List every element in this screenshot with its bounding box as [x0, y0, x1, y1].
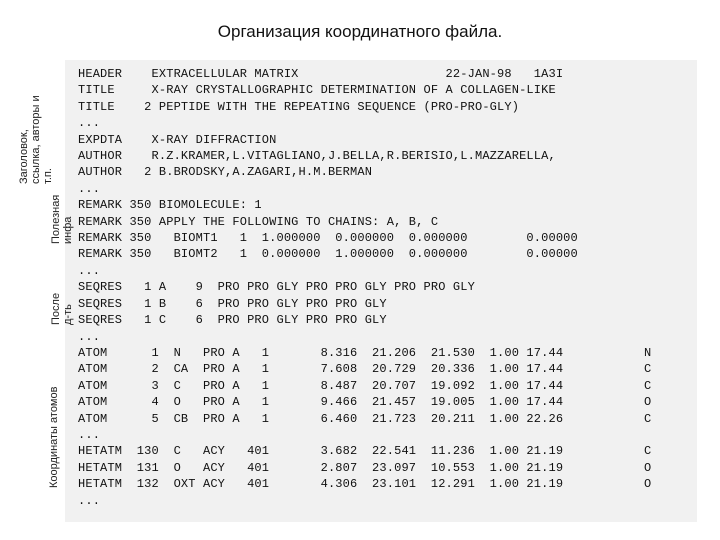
pdb-record-line: HETATM 130 C ACY 401 3.682 22.541 11.236 1.00 21.19 C — [78, 444, 652, 459]
side-label-useful-info: Полезная инфа — [50, 194, 74, 244]
side-label-atom-coordinates: Координаты атомов — [48, 386, 60, 488]
pdb-record-line: ATOM 2 CA PRO A 1 7.608 20.729 20.336 1.00 17.44 C — [78, 362, 652, 377]
ellipsis-line: ... — [78, 427, 101, 442]
pdb-record-line: EXPDTA X-RAY DIFFRACTION — [78, 132, 277, 147]
side-label-header: Заголовок, ссылка, авторы и т.п. — [18, 95, 54, 184]
pdb-record-line: SEQRES 1 C 6 PRO PRO GLY PRO PRO GLY — [78, 313, 387, 328]
ellipsis-line: ... — [78, 329, 101, 344]
pdb-record-line: REMARK 350 BIOMT2 1 0.000000 1.000000 0.000000 0.00000 — [78, 247, 578, 262]
pdb-record-line: TITLE X-RAY CRYSTALLOGRAPHIC DETERMINATION OF A COLLAGEN-LIKE — [78, 83, 556, 98]
side-label-sequence: После д-ть — [50, 292, 74, 325]
ellipsis-line: ... — [78, 263, 101, 278]
pdb-record-line: HETATM 132 OXT ACY 401 4.306 23.101 12.291 1.00 21.19 O — [78, 477, 652, 492]
ellipsis-line: ... — [78, 493, 101, 508]
pdb-record-line: SEQRES 1 A 9 PRO PRO GLY PRO PRO GLY PRO PRO GLY — [78, 280, 475, 295]
pdb-record-line: REMARK 350 BIOMT1 1 1.000000 0.000000 0.000000 0.00000 — [78, 231, 578, 246]
slide-title: Организация координатного файла. — [217, 22, 503, 41]
pdb-record-line: SEQRES 1 B 6 PRO PRO GLY PRO PRO GLY — [78, 296, 387, 311]
pdb-record-line: AUTHOR 2 B.BRODSKY,A.ZAGARI,H.M.BERMAN — [78, 165, 373, 180]
pdb-record-line: TITLE 2 PEPTIDE WITH THE REPEATING SEQUENCE (PRO-PRO-GLY) — [78, 99, 520, 114]
pdb-record-line: REMARK 350 BIOMOLECULE: 1 — [78, 198, 262, 213]
pdb-file-listing — [78, 66, 651, 509]
ellipsis-line: ... — [78, 116, 101, 131]
pdb-record-line: REMARK 350 APPLY THE FOLLOWING TO CHAINS: A, B, C — [78, 214, 439, 229]
pdb-record-line: ATOM 1 N PRO A 1 8.316 21.206 21.530 1.00 17.44 N — [78, 345, 652, 360]
ellipsis-line: ... — [78, 181, 101, 196]
pdb-record-line: AUTHOR R.Z.KRAMER,L.VITAGLIANO,J.BELLA,R.BERISIO,L.MAZZARELLA, — [78, 149, 556, 164]
pdb-record-line: ATOM 4 O PRO A 1 9.466 21.457 19.005 1.00 17.44 O — [78, 395, 652, 410]
pdb-record-line: HEADER EXTRACELLULAR MATRIX 22-JAN-98 1A3I — [78, 67, 564, 81]
pdb-record-line: ATOM 5 CB PRO A 1 6.460 21.723 20.211 1.00 22.26 C — [78, 411, 652, 426]
pdb-record-line: HETATM 131 O ACY 401 2.807 23.097 10.553 1.00 21.19 O — [78, 460, 652, 475]
pdb-record-line: ATOM 3 C PRO A 1 8.487 20.707 19.092 1.00 17.44 C — [78, 378, 652, 393]
